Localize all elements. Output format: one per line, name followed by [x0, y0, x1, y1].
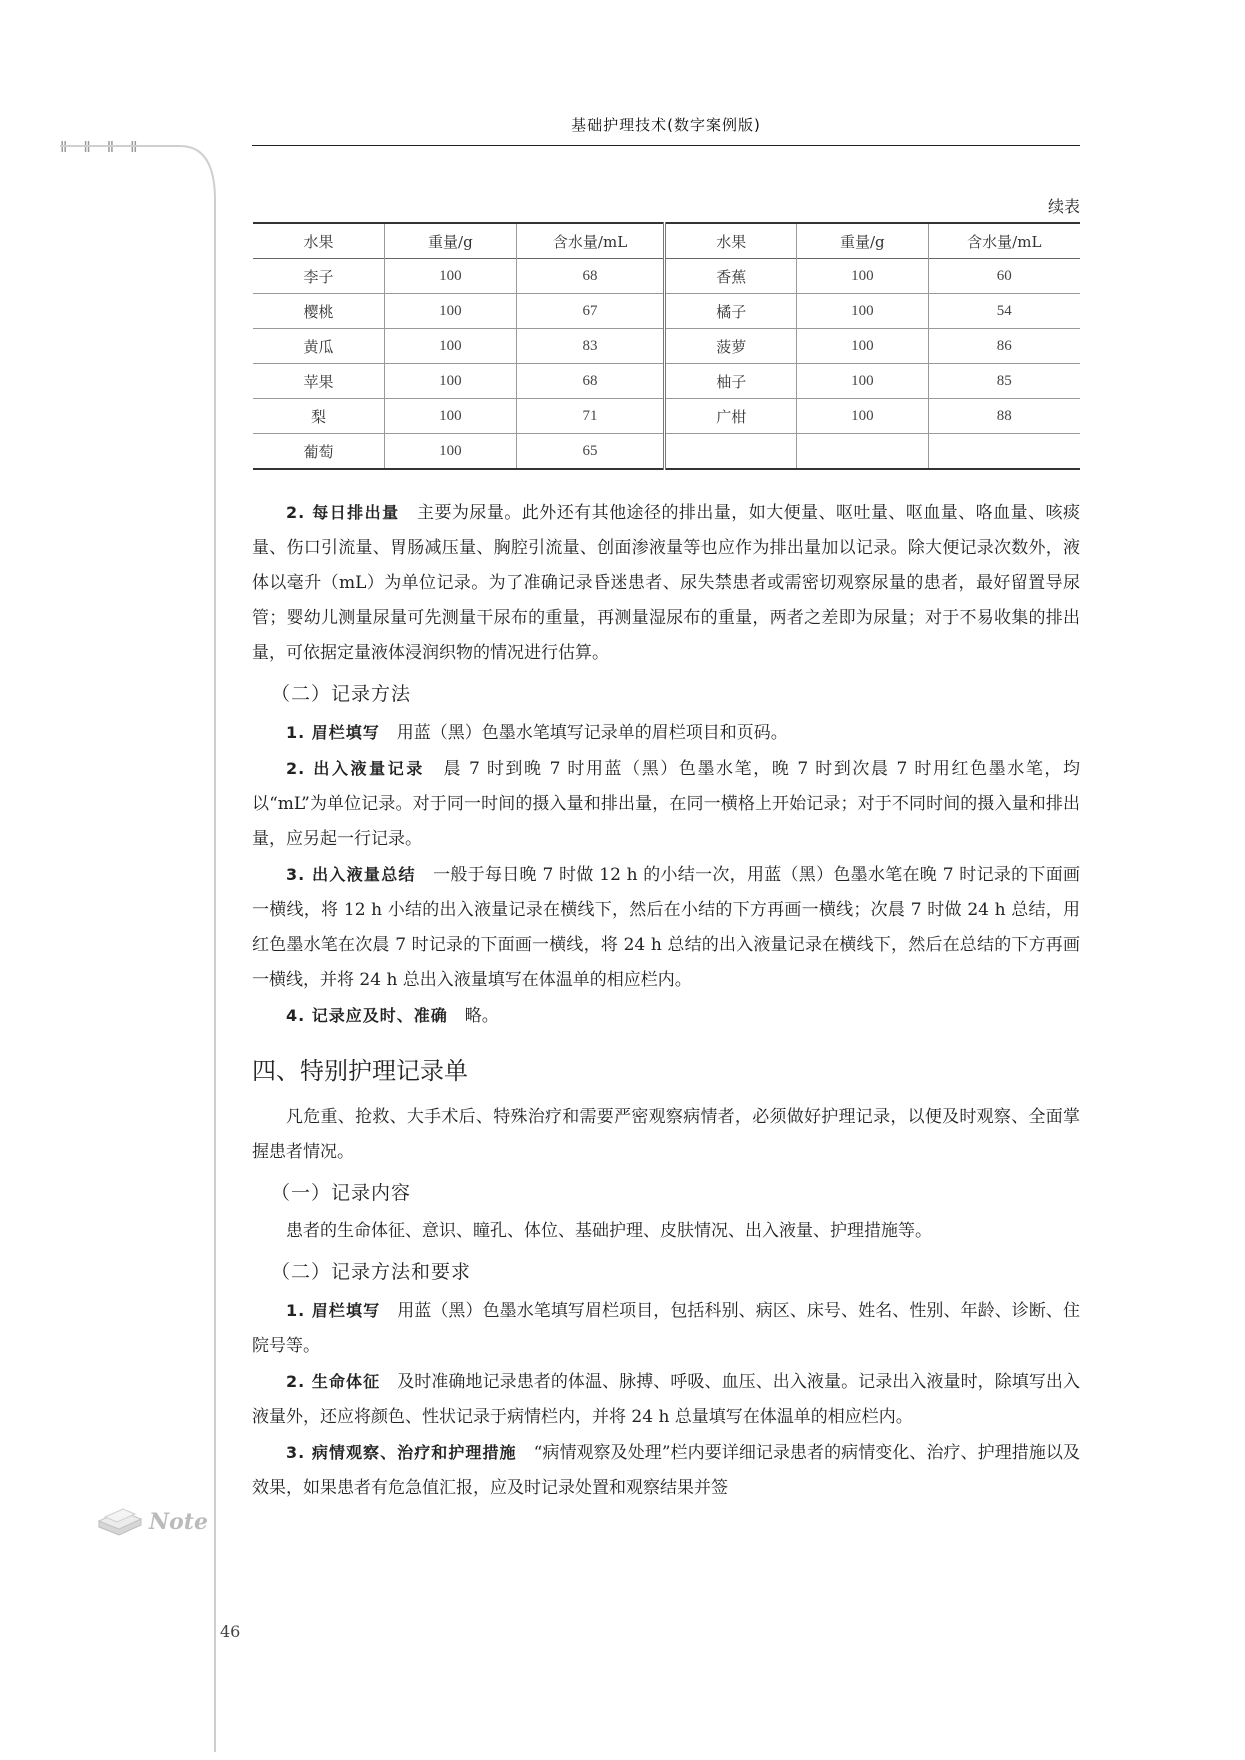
paragraph-timely	[252, 998, 1080, 1034]
paragraph-vital-signs	[252, 1364, 1080, 1435]
table-cell	[928, 434, 1080, 470]
paragraph-text: 凡危重、抢救、大手术后、特殊治疗和需要严密观察病情者，必须做好护理记录，以便及时观察、全面掌握患者情况。	[252, 1107, 1080, 1162]
paragraph-heading: 1. 眉栏填写	[286, 723, 380, 742]
subheading-method-requirements: （二）记录方法和要求	[271, 1261, 472, 1283]
table-cell: 83	[516, 329, 665, 364]
table-cell: 100	[797, 294, 929, 329]
paragraph-io-record	[252, 751, 1080, 857]
col-header: 重量/g	[797, 223, 929, 259]
table-header-row	[253, 223, 1080, 259]
note-label: Note	[149, 1509, 208, 1535]
paragraph-text: 晨 7 时到晚 7 时用蓝（黑）色墨水笔，晚 7 时到次晨 7 时用红色墨水笔，均以“mL”为单位记录。对于同一时间的摄入量和排出量，在同一横格上开始记录；对于不同时间的摄入量和排出量，应另起一行记录。	[252, 759, 1080, 849]
table-cell: 88	[928, 399, 1080, 434]
table-continued-label: 续表	[1047, 197, 1080, 216]
subheading-record-content: （一）记录内容	[271, 1182, 412, 1204]
paragraph-io-summary	[252, 857, 1080, 998]
page-number: 46	[220, 1622, 241, 1641]
book-icon	[95, 1505, 145, 1539]
table-cell: 黄瓜	[303, 337, 334, 356]
table-cell: 苹果	[303, 372, 334, 391]
table-cell: 樱桃	[303, 302, 334, 321]
bar-mark: Ⅱ	[130, 138, 140, 156]
table-cell: 柚子	[665, 364, 797, 399]
paragraph-text: “病情观察及处理”栏内要详细记录患者的病情变化、治疗、护理措施以及效果，如果患者有危急值汇报，应及时记录处置和观察结果并签	[252, 1443, 1080, 1498]
col-header: 含水量/mL	[928, 223, 1080, 259]
paragraph-heading: 2. 每日排出量	[286, 503, 400, 522]
table-cell: 68	[516, 364, 665, 399]
paragraph-heading: 4. 记录应及时、准确	[286, 1006, 448, 1025]
paragraph-heading: 1. 眉栏填写	[286, 1301, 381, 1320]
table-row	[253, 364, 1080, 399]
table-cell: 橘子	[665, 294, 797, 329]
paragraph-text: 用蓝（黑）色墨水笔填写眉栏项目，包括科别、病区、床号、姓名、性别、年龄、诊断、住院号等。	[252, 1301, 1080, 1356]
table-cell: 100	[385, 399, 517, 434]
table-row	[253, 434, 1080, 470]
table-cell: 梨	[311, 407, 327, 426]
table-cell: 100	[797, 259, 929, 294]
paragraph-text: 用蓝（黑）色墨水笔填写记录单的眉栏项目和页码。	[396, 723, 788, 743]
table-cell: 85	[928, 364, 1080, 399]
paragraph-text: 及时准确地记录患者的体温、脉搏、呼吸、血压、出入液量。记录出入液量时，除填写出入液量外，还应将颜色、性状记录于病情栏内，并将 24 h 总量填写在体温单的相应栏内。	[252, 1372, 1080, 1427]
paragraph-text: 主要为尿量。此外还有其他途径的排出量，如大便量、呕吐量、呕血量、咯血量、咳痰量、伤口引流量、胃肠减压量、胸腔引流量、创面渗液量等也应作为排出量加以记录。除大便记录次数外，液体以毫升（mL）为单位记录。为了准确记录昏迷患者、尿失禁患者或需密切观察尿量的患者，最好留置导尿管；婴幼儿测量尿量可先测量干尿布的重量，再测量湿尿布的重量，两者之差即为尿量；对于不易收集的排出量，可依据定量液体浸润织物的情况进行估算。	[252, 503, 1081, 663]
table-cell: 菠萝	[665, 329, 797, 364]
table-row	[253, 329, 1080, 364]
paragraph-text: 患者的生命体征、意识、瞳孔、体位、基础护理、皮肤情况、出入液量、护理措施等。	[286, 1221, 932, 1241]
col-header: 重量/g	[385, 223, 517, 259]
paragraph-text: 一般于每日晚 7 时做 12 h 的小结一次，用蓝（黑）色墨水笔在晚 7 时记录的下面画一横线，将 12 h 小结的出入液量记录在横线下，然后在小结的下方再画一横线；次晨 7 时做 24 h 总结，用红色墨水笔在次晨 7 时记录的下面画一横线，将 24 h 总结的出入液量记录在横线下，然后在总结的下方再画一横线，并将 24 h 总出入液量填写在体温单的相应栏内。	[252, 865, 1080, 990]
paragraph-observation	[252, 1435, 1080, 1506]
paragraph-record-content	[252, 1214, 1080, 1249]
table-cell: 67	[516, 294, 665, 329]
subheading-record-method: （二）记录方法	[271, 683, 412, 705]
table-cell: 香蕉	[665, 259, 797, 294]
table-cell: 100	[797, 399, 929, 434]
paragraph-heading: 3. 出入液量总结	[286, 865, 416, 884]
running-header-title: 基础护理技术(数字案例版)	[571, 116, 761, 134]
paragraph-text: 略。	[464, 1006, 499, 1026]
table-cell: 100	[797, 364, 929, 399]
paragraph-header-fill	[252, 715, 1080, 751]
table-cell: 54	[928, 294, 1080, 329]
fruit-water-table	[253, 222, 1080, 470]
table-cell: 100	[385, 434, 517, 470]
paragraph-special-intro	[252, 1100, 1080, 1170]
bar-mark: Ⅱ	[60, 138, 70, 156]
col-header: 水果	[303, 232, 334, 251]
body-text	[252, 495, 1081, 1506]
table-row	[253, 259, 1080, 294]
table-cell: 68	[516, 259, 665, 294]
table-cell: 71	[516, 399, 665, 434]
table-cell: 100	[385, 364, 517, 399]
table-row	[253, 294, 1080, 329]
paragraph-heading: 2. 生命体征	[286, 1372, 381, 1391]
table-cell: 100	[385, 259, 517, 294]
col-header: 含水量/mL	[516, 223, 665, 259]
paragraph-daily-output	[252, 495, 1080, 671]
table-cell: 广柑	[665, 399, 797, 434]
paragraph-heading: 3. 病情观察、治疗和护理措施	[286, 1443, 517, 1462]
table-cell: 李子	[303, 267, 334, 286]
table-cell: 60	[928, 259, 1080, 294]
bar-mark: Ⅱ	[106, 138, 117, 156]
table-cell: 65	[516, 434, 665, 470]
table-cell: 100	[385, 329, 517, 364]
col-header: 水果	[665, 223, 797, 259]
paragraph-heading: 2. 出入液量记录	[286, 759, 425, 778]
table-cell	[665, 434, 797, 470]
table-cell	[797, 434, 929, 470]
header-rule	[252, 145, 1080, 146]
table-cell: 86	[928, 329, 1080, 364]
paragraph-header-fill-2	[252, 1293, 1080, 1364]
note-logo	[95, 1505, 208, 1539]
section-heading: 四、特别护理记录单	[252, 1057, 468, 1085]
table-cell: 100	[797, 329, 929, 364]
bar-mark: Ⅱ	[83, 138, 93, 156]
table-row	[253, 399, 1080, 434]
table-cell: 100	[385, 294, 517, 329]
table-cell: 葡萄	[303, 442, 334, 461]
